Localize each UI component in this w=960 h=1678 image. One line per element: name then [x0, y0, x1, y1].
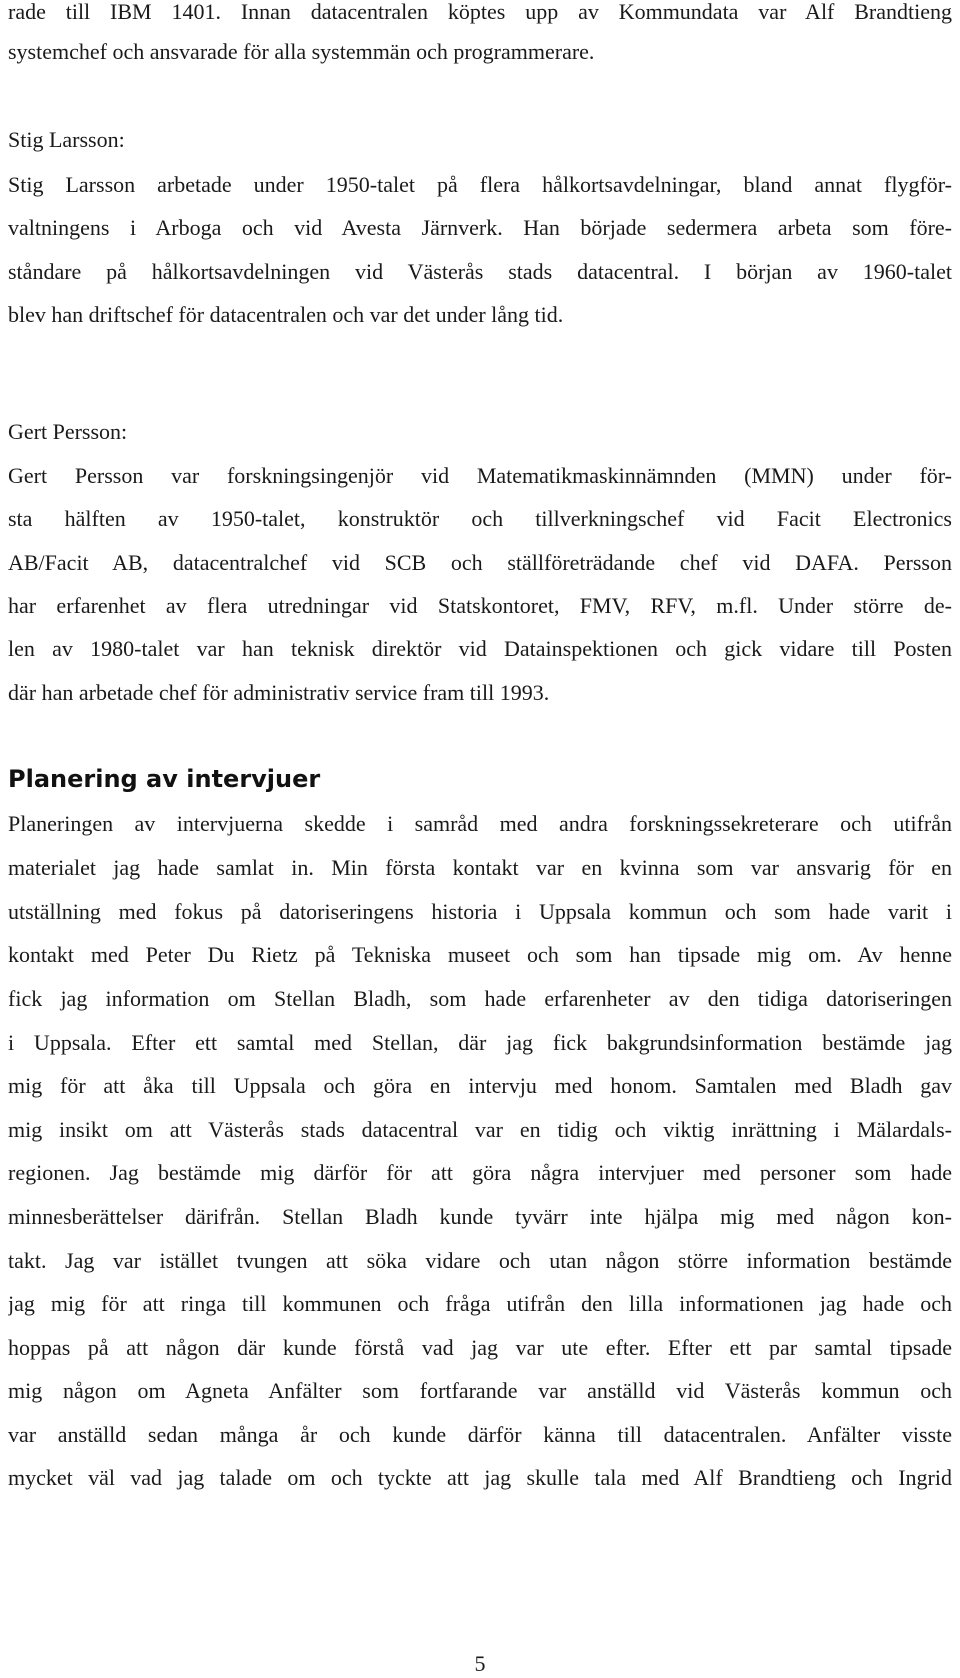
stig-line-1: Stig Larsson arbetade under 1950-talet på flera hålkortsavdelningar, bland annat flygför- — [8, 172, 952, 197]
gert-line-4: har erfarenhet av flera utredningar vid Statskontoret, FMV, RFV, m.fl. Under större de- — [8, 593, 952, 618]
planering-line-15: var anställd sedan många år och kunde därför känna till datacentralen. Anfälter visste — [8, 1422, 952, 1447]
gert-line-1: Gert Persson var forskningsingenjör vid Matematikmaskinnämnden (MMN) under för- — [8, 463, 952, 488]
planering-line-3: utställning med fokus på datoriseringens historia i Uppsala kommun och som hade varit i — [8, 899, 952, 924]
planering-line-2: materialet jag hade samlat in. Min första kontakt var en kvinna som var ansvarig för en — [8, 855, 952, 880]
planering-line-8: mig insikt om att Västerås stads datacentral var en tidig och viktig inrättning i Mälardals- — [8, 1117, 952, 1142]
planering-line-6: i Uppsala. Efter ett samtal med Stellan, där jag fick bakgrundsinformation bestämde jag — [8, 1030, 952, 1055]
planering-line-14: mig någon om Agneta Anfälter som fortfarande var anställd vid Västerås kommun och — [8, 1378, 952, 1403]
gert-line-6: där han arbetade chef för administrativ service fram till 1993. — [8, 680, 550, 705]
planering-line-13: hoppas på att någon där kunde förstå vad jag var ute efter. Efter ett par samtal tipsade — [8, 1335, 952, 1360]
stig-line-2: valtningens i Arboga och vid Avesta Järnverk. Han började sedermera arbeta som före- — [8, 215, 952, 240]
page-number: 5 — [474, 1651, 486, 1676]
intro-line-2: systemchef och ansvarade för alla systemmän och programmerare. — [8, 39, 595, 64]
gert-persson-label: Gert Persson: — [8, 419, 128, 444]
section-heading: Planering av intervjuer — [8, 765, 321, 793]
planering-line-11: takt. Jag var istället tvungen att söka vidare och utan någon större information bestämde — [8, 1248, 952, 1273]
stig-line-4: blev han driftschef för datacentralen och var det under lång tid. — [8, 302, 564, 327]
stig-larsson-label: Stig Larsson: — [8, 127, 125, 152]
gert-line-5: len av 1980-talet var han teknisk direktör vid Datainspektionen och gick vidare till Posten — [8, 636, 952, 661]
planering-line-16: mycket väl vad jag talade om och tyckte att jag skulle tala med Alf Brandtieng och Ingrid — [8, 1465, 952, 1490]
planering-line-1: Planeringen av intervjuerna skedde i samråd med andra forskningssekreterare och utifrån — [8, 811, 952, 836]
planering-line-7: mig för att åka till Uppsala och göra en intervju med honom. Samtalen med Bladh gav — [8, 1073, 952, 1098]
intro-line-1: rade till IBM 1401. Innan datacentralen köptes upp av Kommundata var Alf Brandtieng — [8, 0, 952, 24]
planering-line-10: minnesberättelser därifrån. Stellan Bladh kunde tyvärr inte hjälpa mig med någon kon- — [8, 1204, 952, 1229]
planering-line-9: regionen. Jag bestämde mig därför för att göra några intervjuer med personer som hade — [8, 1160, 952, 1185]
gert-line-3: AB/Facit AB, datacentralchef vid SCB och ställföreträdande chef vid DAFA. Persson — [8, 550, 952, 575]
planering-line-5: fick jag information om Stellan Bladh, som hade erfarenheter av den tidiga datoriseringen — [8, 986, 952, 1011]
planering-line-4: kontakt med Peter Du Rietz på Tekniska museet och som han tipsade mig om. Av henne — [8, 942, 952, 967]
planering-line-12: jag mig för att ringa till kommunen och fråga utifrån den lilla informationen jag hade och — [8, 1291, 952, 1316]
gert-line-2: sta hälften av 1950-talet, konstruktör och tillverkningschef vid Facit Electronics — [8, 506, 952, 531]
stig-line-3: ståndare på hålkortsavdelningen vid Västerås stads datacentral. I början av 1960-talet — [8, 259, 952, 284]
